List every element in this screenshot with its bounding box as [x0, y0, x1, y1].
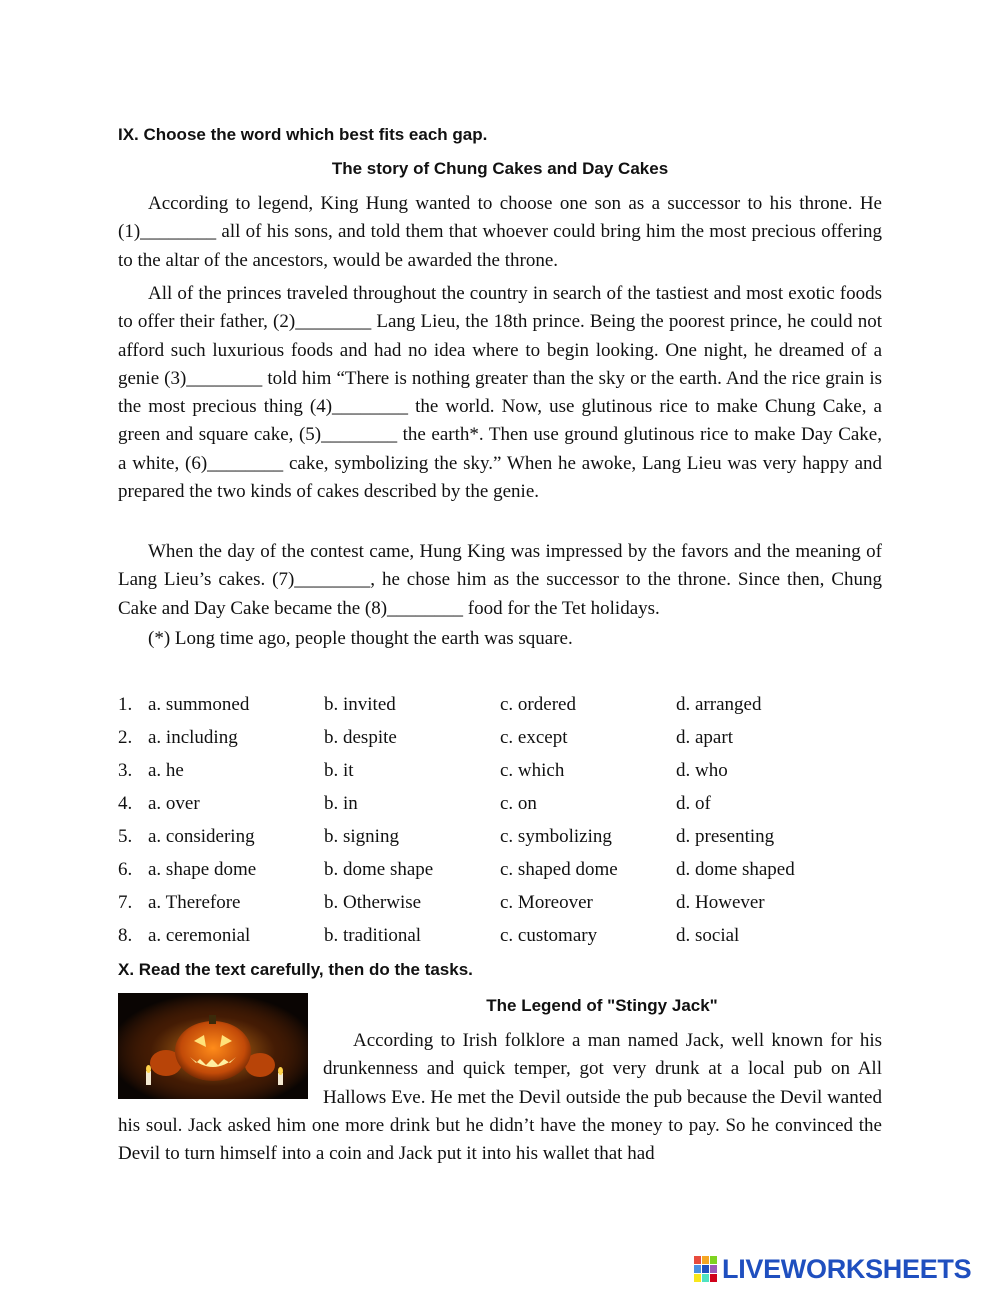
option-c[interactable]: c. ordered: [500, 694, 576, 715]
story-paragraph-2: [118, 280, 882, 506]
paragraph-text: All of the princes traveled throughout the country in search of the tastiest and most exotic foods to offer their father, (2)________ Lang Lieu, the 18th prince. Being the poorest prince, he could not afford such luxurious foods and had no idea where to begin looking. One night, he dreamed of a genie (3)________ told him “There is nothing greater than the sky or the earth. And the rice grain is the most precious thing (4)________ the world. Now, use glutinous rice to make Chung Cake, a green and square cake, (5)________ the earth*. Then use ground glutinous rice to make Day Cake, a white, (6)________ cake, symbolizing the sky.” When he awoke, Lang Lieu was very happy and prepared the two kinds of cakes described by the genie.: [118, 283, 882, 503]
logo-square: [694, 1265, 701, 1273]
option-d[interactable]: d. social: [676, 925, 740, 946]
footnote: (*) Long time ago, people thought the earth was square.: [148, 628, 573, 649]
section-10-heading: X. Read the text carefully, then do the tasks.: [118, 960, 473, 979]
option-d[interactable]: d. dome shaped: [676, 859, 795, 880]
option-b[interactable]: b. despite: [324, 727, 397, 748]
liveworksheets-logo: [694, 1255, 971, 1283]
option-b[interactable]: b. Otherwise: [324, 892, 422, 913]
paragraph-text: According to Irish folklore a man named Jack, well known for his drunkenness and quick temper, got very drunk at a local pub on All Hallows Eve. He met the Devil outside the pub because the Devil wanted his soul. Jack asked him one more drink but he didn’t have the money to pay. So he convinced the Devil to turn himself into a coin and Jack put it into his wallet that had: [118, 1030, 882, 1165]
option-d[interactable]: d. However: [676, 892, 765, 913]
option-c[interactable]: c. customary: [500, 925, 598, 946]
option-c[interactable]: c. on: [500, 793, 537, 814]
option-b[interactable]: b. invited: [324, 694, 396, 715]
story-title: The story of Chung Cakes and Day Cakes: [331, 159, 669, 178]
paragraph-text: According to legend, King Hung wanted to choose one son as a successor to his throne. He (1)________ all of his sons, and told them that whoever could bring him the most precious offering to the altar of the ancestors, would be awarded the throne.: [118, 193, 882, 271]
option-a[interactable]: a. ceremonial: [148, 925, 251, 946]
question-number: 3.: [118, 760, 133, 781]
logo-square: [694, 1274, 701, 1282]
option-a[interactable]: a. considering: [148, 826, 255, 847]
story-2-title: The Legend of "Stingy Jack": [486, 996, 718, 1015]
question-number: 7.: [118, 892, 133, 913]
option-d[interactable]: d. presenting: [676, 826, 775, 847]
question-number: 4.: [118, 793, 133, 814]
option-b[interactable]: b. traditional: [324, 925, 422, 946]
story-paragraph-3: [118, 538, 882, 623]
question-number: 2.: [118, 727, 133, 748]
option-a[interactable]: a. Therefore: [148, 892, 241, 913]
option-a[interactable]: a. over: [148, 793, 200, 814]
option-c[interactable]: c. which: [500, 760, 565, 781]
logo-square: [710, 1274, 717, 1282]
option-b[interactable]: b. signing: [324, 826, 399, 847]
option-d[interactable]: d. who: [676, 760, 728, 781]
option-a[interactable]: a. including: [148, 727, 238, 748]
option-d[interactable]: d. arranged: [676, 694, 762, 715]
story-2-paragraph: [118, 1027, 882, 1168]
paragraph-text: When the day of the contest came, Hung King was impressed by the favors and the meaning of Lang Lieu’s cakes. (7)________, he chose him as the successor to the throne. Since then, Chung Cake and Day Cake became the (8)________ food for the Tet holidays.: [118, 541, 882, 619]
option-a[interactable]: a. he: [148, 760, 184, 781]
logo-text: LIVEWORKSHEETS: [722, 1253, 972, 1284]
option-d[interactable]: d. of: [676, 793, 711, 814]
option-d[interactable]: d. apart: [676, 727, 733, 748]
logo-square: [694, 1256, 701, 1264]
question-number: 5.: [118, 826, 133, 847]
option-b[interactable]: b. it: [324, 760, 354, 781]
option-c[interactable]: c. shaped dome: [500, 859, 618, 880]
question-number: 1.: [118, 694, 133, 715]
logo-square: [702, 1265, 709, 1273]
option-c[interactable]: c. except: [500, 727, 568, 748]
option-a[interactable]: a. shape dome: [148, 859, 257, 880]
option-a[interactable]: a. summoned: [148, 694, 250, 715]
logo-square: [710, 1256, 717, 1264]
section-9-heading: IX. Choose the word which best fits each gap.: [118, 125, 488, 144]
option-b[interactable]: b. in: [324, 793, 358, 814]
story-paragraph-1: [118, 190, 882, 275]
question-number: 8.: [118, 925, 133, 946]
option-c[interactable]: c. Moreover: [500, 892, 593, 913]
logo-square: [702, 1274, 709, 1282]
logo-grid-icon: [694, 1256, 718, 1282]
option-c[interactable]: c. symbolizing: [500, 826, 612, 847]
logo-square: [702, 1256, 709, 1264]
option-b[interactable]: b. dome shape: [324, 859, 434, 880]
logo-square: [710, 1265, 717, 1273]
question-number: 6.: [118, 859, 133, 880]
